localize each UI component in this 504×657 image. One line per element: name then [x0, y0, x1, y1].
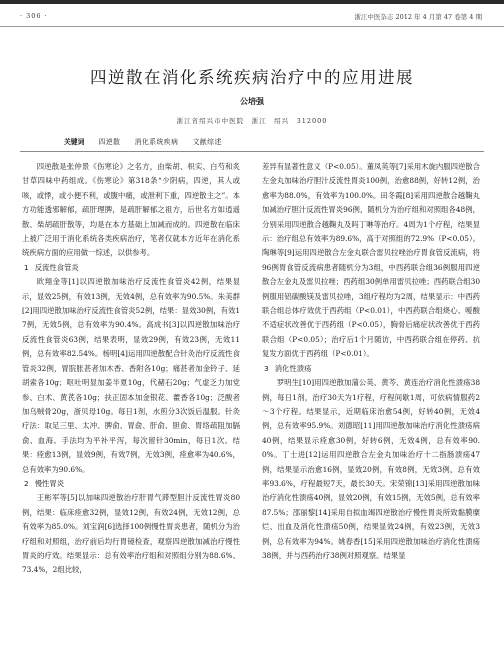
body-paragraph: 差异有显著性意义（P<0.05）。董凤英等[7]采用木旋内服四逆散合左金丸加味治疗胆汁反流性胃炎100例，治愈88例，好转12例，治愈率为88.0%，有效率为100.0%。田冬霞[8]采用四逆散合越鞠丸加减治疗胆汁反流性胃炎96例，随机分为治疗组和对照组各48例，分别采用四逆散合越鞠丸及吗丁啉等治疗。4周为1个疗程，结果显示：治疗组总有效率为89.6%，高于对照组的72.9%（P<0.05）。陶琳等[9]运用四逆散合左金丸联合雷贝拉唑治疗胃食管反流病，将96例胃食管反流病患者随机分为3组，中西药联合组36例服用四逆散合左金丸及雷贝拉唑；西药组30例单用雷贝拉唑；西药联合组30例服用铝碳酸镁及雷贝拉唑，3组疗程均为2周，结果显示：中西药联合组总体疗效优于西药组（P<0.01），中西药联合组烧心、嗳酸不适症状改善优于西药组（P<0.05），胸骨后痛症状改善优于西药联合组（P<0.05）；治疗后1个月随访，中西药联合组在停药、抗复发方面优于西药组（P<0.01）。 — [262, 162, 480, 359]
keywords-line — [64, 136, 234, 146]
section-title: 反流性食管炎 — [34, 262, 79, 272]
keyword: 四逆散 — [98, 138, 121, 146]
keywords-label: 关键词 — [64, 138, 85, 146]
header-divider — [20, 151, 484, 152]
section-number: 2 — [24, 478, 29, 488]
body-paragraph: 王彬军等[5]以加味四逆散治疗肝胃气滞型胆汁反流性胃炎80例，结果：临床痊愈32例，显效12例，有效24例，无效12例，总有效率为85.0%。刘宝润[6]选择100例慢性胃炎患者，随机分为治疗组和对照组，治疗前后均行胃镜检查，观察四逆散加减治疗慢性胃炎的疗效。结果显示：总有效率治疗组和对照组分别为88.6%、73.4%，2组比较， — [22, 493, 240, 575]
keyword: 文献综述 — [192, 138, 222, 146]
left-column — [22, 160, 240, 578]
section-heading — [22, 477, 240, 491]
author-name: 公培强 — [240, 97, 264, 106]
section-number: 3 — [264, 363, 269, 373]
journal-citation: 浙江中医杂志 2012 年 4 月第 47 卷第 4 期 — [354, 13, 482, 21]
section-number: 1 — [24, 262, 29, 272]
section-title: 慢性胃炎 — [34, 478, 65, 488]
author-affiliation: 浙江省绍兴市中医院 浙江 绍兴 312000 — [176, 117, 328, 125]
right-column — [262, 160, 480, 563]
body-paragraph: 罗明生[10]用四逆散加蒲公英、黄芩、黄连治疗消化性溃疡38例，每日1剂，治疗30天为1疗程，疗程间歇1周，可依病情服药2～3个疗程。结果显示，近期临床治愈54例，好转40例，无效4例，总有效率95.9%。刘德昭[11]用四逆散加味治疗消化性溃疡病40例，结果显示痊愈30例，好转6例，无效4例，总有效率90.0%。丁士进[12]运用四逆散合左金丸加味治疗十二指肠溃疡47例，结果显示治愈16例，显效20例，有效8例，无效3例，总有效率93.6%，疗程最短7天，最长30天。宋荣锦[13]采用四逆散加味治疗消化性溃疡40例，显效20例，有效15例，无效5例，总有效率87.5%；邵丽黎[14]采用自拟血竭四逆散治疗慢性胃炎所致黏膜糜烂、出血及消化性溃疡50例，结果显效24例，有效23例，无效3例，总有效率为94%。姚春香[15]采用四逆散加味治疗消化性溃疡38例，并与西药治疗38例对照观察。结果显 — [262, 378, 480, 560]
section-title: 消化性溃疡 — [274, 363, 312, 373]
running-header — [0, 4, 504, 27]
body-paragraph: 欧翔金等[1]以四逆散加味治疗反流性食管炎42例，结果显示，显效25例，有效13例，无效4例，总有效率为90.5%。朱美群[2]用四逆散加味治疗反流性食管炎52例，结果：显效30例，有效17例，无效5例，总有效率为90.4%。高成书[3]以四逆散加味治疗反流性食管炎63例，结果表明，显效29例，有效23例，无效11例，总有效率82.54%。杨明[4]运用四逆散配合针灸治疗反流性食管炎32例，胃脘胀甚者加木香、香附各10g；痛甚者加金铃子、延胡索各10g；呕吐明显加姜半夏10g，代赭石20g；气虚乏力加党参、白术、黄芪各10g；扶正固本加金银花、藿香各10g；泛酸者加乌贼骨20g，浙贝母10g。每日1剂，水煎分3次饭后温服。针灸疗法：取足三里、太冲、脾俞、胃俞、肝俞、胆俞、胃络疏阻加膈俞、血海。手法均为平补平泻，每次留针30min，每日1次。结果：痊愈13例，显效9例，有效7例，无效3例，痊愈率为40.6%，总有效率为90.6%。 — [22, 277, 240, 474]
article-title: 四逆散在消化系统疾病治疗中的应用进展 — [90, 68, 414, 87]
keyword: 消化系统疾病 — [134, 138, 179, 146]
section-heading — [262, 362, 480, 376]
page-number: · 306 · — [20, 12, 48, 20]
intro-paragraph: 四逆散是张仲景《伤寒论》之名方，由柴胡、枳实、白芍和炙甘草四味中药组成。《伤寒论》第318条“少阴病，四逆，其人或咳，或悸，或小便不利，或腹中痛，或泄利下重，四逆散主之”。本方功能透邪解郁，疏肝理脾，是疏肝解郁之祖方，后世名方如逍遥散、柴胡疏肝散等，均是在本方基础上加减而成的。四逆散在临床上被广泛用于消化系统各类疾病治疗，笔者仅就本方近年在消化系统疾病方面的应用做一综述，以供参考。 — [22, 162, 240, 258]
section-heading — [22, 261, 240, 275]
